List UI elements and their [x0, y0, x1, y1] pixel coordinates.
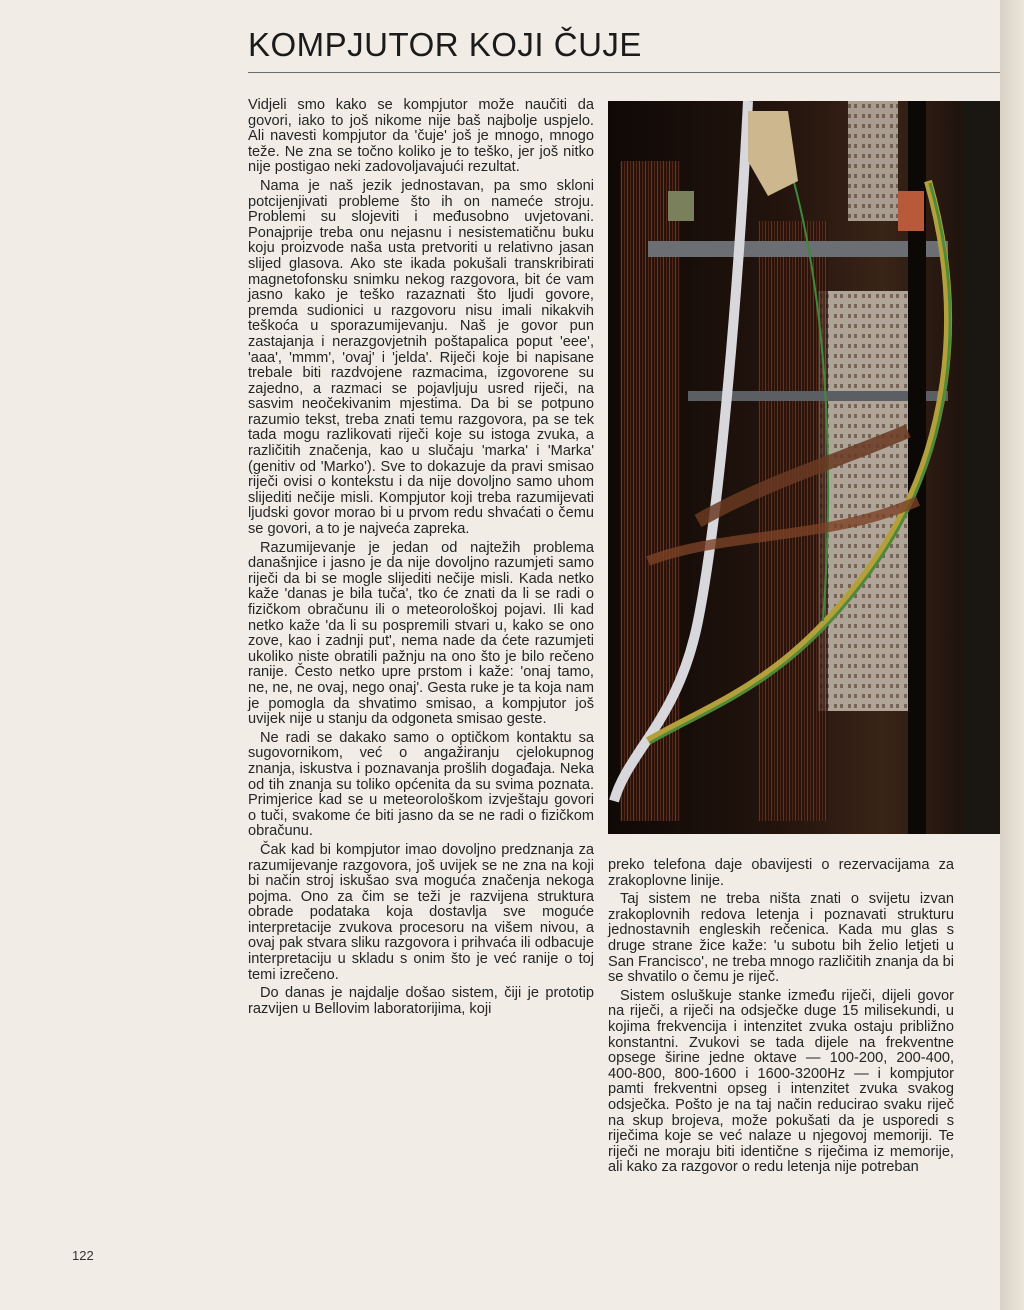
facing-page-edge [1000, 0, 1024, 1310]
article-title: KOMPJUTOR KOJI ČUJE [248, 26, 642, 63]
left-text-column [248, 98, 594, 1020]
paragraph: Ne radi se dakako samo o optičkom kontaktu sa sugovornikom, već o angažiranju cjelokupnog znanja, iskustva i poznavanja prošlih događaja. Neka od tih znanja su toliko općenita da su svima poznata. Primjerice kad se u meteorološkom izvještaju govori o tuči, svakome će biti jasno da se ne radi o fizičkom obračunu. [248, 729, 594, 840]
paragraph: Do danas je najdalje došao sistem, čiji je prototip razvijen u Bellovim laboratorijima, koji [248, 985, 594, 1017]
title-rule [248, 72, 1000, 73]
paragraph: Vidjeli smo kako se kompjutor može naučiti da govori, iako to još nikome nije baš najbolje uspjelo. Ali navesti kompjutor da 'čuje' još je mnogo, mnogo teže. Ne zna se točno koliko je to teško, jer još nitko nije postigao neki zadovoljavajući rezultat. [248, 97, 594, 176]
right-text-column [608, 858, 954, 1179]
paragraph: Razumijevanje je jedan od najtežih problema današnjice i jasno je da nije dovoljno razumjeti samo riječi da bi se mogle slijediti nečije misli. Kada netko kaže 'danas je bila tuča', tko će znati da li se radi o fizičkom obračunu ili o meteorološkoj pojavi. Ili kad netko kaže 'da li su pospremili stvari u, kako se ono zove, kao i zadnji put', nema nade da ćete razumjeti ukoliko niste obratili pažnju na ono što je bilo rečeno ranije. Često netko upre prstom i kaže: 'onaj tamo, ne, ne, ne ovaj, nego onaj'. Gesta ruke je ta koja nam je pomogla da shvatimo smisao, a kompjutor još uvijek nije u stanju da odgoneta smisao geste. [248, 539, 594, 728]
paragraph: Taj sistem ne treba ništa znati o svijetu izvan zrakoplovnih redova letenja i poznavati strukturu jednostavnih engleskih rečenica. Kada mu glas s druge strane žice kaže: 'u subotu bih želio letjeti u San Francisco', ne treba mnogo različitih znanja da bi se shvatilo o čemu je riječ. [608, 891, 954, 986]
paragraph: Čak kad bi kompjutor imao dovoljno predznanja za razumijevanje razgovora, još uvijek se ne zna na koji bi način stroj iskušao sva moguća značenja nekoga pojma. Ono za čim se teži je razvijena struktura obrade podataka koja dostavlja sve moguće interpretacije zvukova procesoru na višem nivou, a ovaj pak stvara sliku razgovora i prihvaća ili odbacuje interpretaciju u skladu s onim što je već ranije o toj temi izrečeno. [248, 841, 594, 983]
paragraph: preko telefona daje obavijesti o rezervacijama za zrakoplovne linije. [608, 857, 954, 889]
page-number: 122 [72, 1248, 94, 1263]
paragraph: Nama je naš jezik jednostavan, pa smo skloni potcijenjivati probleme što ih on nameće stroju. Problemi su slojeviti i međusobno uvjetovani. Ponajprije treba onu nejasnu i nesistematičnu buku koju proizvode naša usta pretvoriti u relativno jasan slijed glasova. Ako ste ikada pokušali transkribirati magnetofonsku snimku nekog razgovora, bit će vam jasno kako je teško razaznati što ljudi govore, premda sudionici u razgovoru nisu imali nikakvih teškoća u sporazumijevanju. Naš je govor pun zastajanja i nerazgovjetnih poštapalica poput 'eee', 'aaa', 'mmm', 'ovaj' i 'jelda'. Riječi koje bi napisane trebale biti razdvojene razmacima, izgovorene su zajedno, a razmaci se pojavljuju usred riječi, na sasvim neočekivanim mjestima. Da bi se potpuno razumio tekst, treba znati temu razgovora, pa se tek tada mogu razlikovati riječi koje su istoga zvuka, a različitih značenja, kao u slučaju 'marka' i 'Marka' (genitiv od 'Marko'). Sve to dokazuje da pravi smisao riječi ovisi o kontekstu i da nije dovoljno samo uhom slijediti nečije misli. Kompjutor koji treba razumijevati ljudski govor morao bi u prvom redu shvaćati o čemu se govori, a to je najveća zapreka. [248, 177, 594, 538]
paragraph: Sistem osluškuje stanke između riječi, dijeli govor na riječi, a riječi na odsječke duge 15 milisekundi, u kojima frekvencija i intenzitet zvuka ostaju približno konstantni. Zvukovi se tada dijele na frekventne opsege širine jedne oktave — 100-200, 200-400, 400-800, 800-1600 i 1600-3200Hz — i kompjutor pamti frekventni opseg i intenzitet zvuka svakog odsječka. Pošto je na taj način reducirao svaku riječ na skup brojeva, može pokušati da je usporedi s riječima koje se već nalaze u njegovoj memoriji. Te riječi ne moraju biti identične s riječima iz memorije, ali kako za razgovor o redu letenja nije potreban [608, 987, 954, 1176]
wiring-photo [608, 101, 1000, 834]
